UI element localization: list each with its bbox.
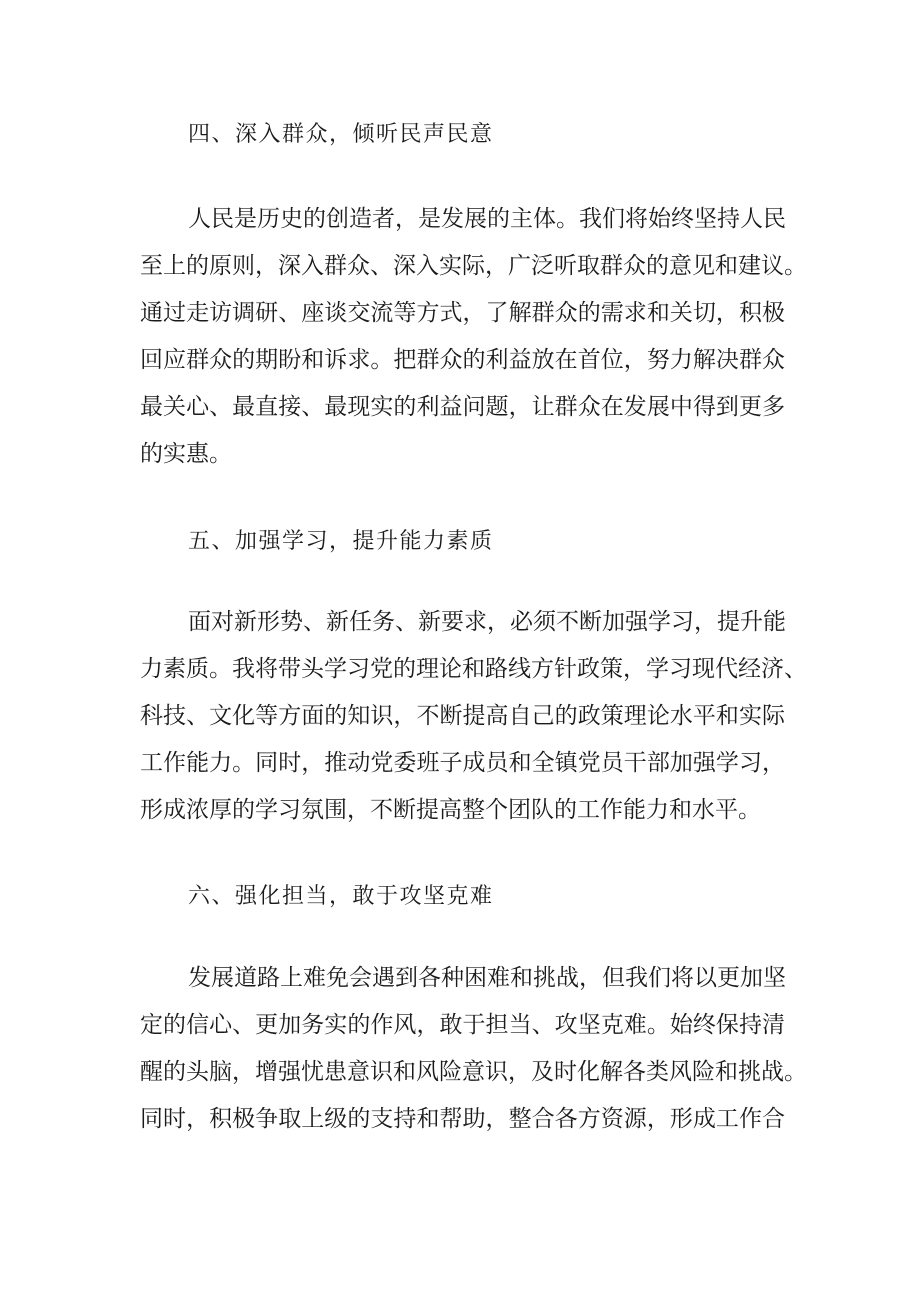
section-paragraph-4 bbox=[140, 196, 807, 478]
paragraph-line: 人民是历史的创造者，是发展的主体。我们将始终坚持人民 bbox=[188, 206, 786, 232]
paragraph-line: 同时，积极争取上级的支持和帮助，整合各方资源，形成工作合 bbox=[140, 1106, 785, 1132]
section-paragraph-5 bbox=[140, 599, 807, 834]
section-heading-6: 六、强化担当，敢于攻坚克难 bbox=[188, 884, 494, 909]
paragraph-line: 定的信心、更加务实的作风，敢于担当、攻坚克难。始终保持清 bbox=[140, 1012, 785, 1038]
paragraph-line: 的实惠。 bbox=[140, 441, 232, 467]
paragraph-line: 醒的头脑，增强忧患意识和风险意识，及时化解各类风险和挑战。 bbox=[140, 1059, 807, 1085]
paragraph-line: 形成浓厚的学习氛围，不断提高整个团队的工作能力和水平。 bbox=[140, 797, 761, 823]
paragraph-line: 回应群众的期盼和诉求。把群众的利益放在首位，努力解决群众 bbox=[140, 347, 785, 373]
section-paragraph-6 bbox=[140, 955, 807, 1143]
paragraph-line: 科技、文化等方面的知识，不断提高自己的政策理论水平和实际 bbox=[140, 703, 785, 729]
paragraph-line: 至上的原则，深入群众、深入实际，广泛听取群众的意见和建议。 bbox=[140, 253, 807, 279]
paragraph-line: 通过走访调研、座谈交流等方式，了解群众的需求和关切，积极 bbox=[140, 300, 785, 326]
section-heading-4: 四、深入群众，倾听民声民意 bbox=[188, 122, 494, 147]
section-heading-5: 五、加强学习，提升能力素质 bbox=[188, 529, 494, 554]
paragraph-line: 力素质。我将带头学习党的理论和路线方针政策，学习现代经济、 bbox=[140, 656, 807, 682]
paragraph-line: 发展道路上难免会遇到各种困难和挑战，但我们将以更加坚 bbox=[188, 965, 786, 991]
paragraph-line: 最关心、最直接、最现实的利益问题，让群众在发展中得到更多 bbox=[140, 394, 785, 420]
paragraph-line: 工作能力。同时，推动党委班子成员和全镇党员干部加强学习， bbox=[140, 750, 785, 776]
paragraph-line: 面对新形势、新任务、新要求，必须不断加强学习，提升能 bbox=[188, 609, 786, 635]
